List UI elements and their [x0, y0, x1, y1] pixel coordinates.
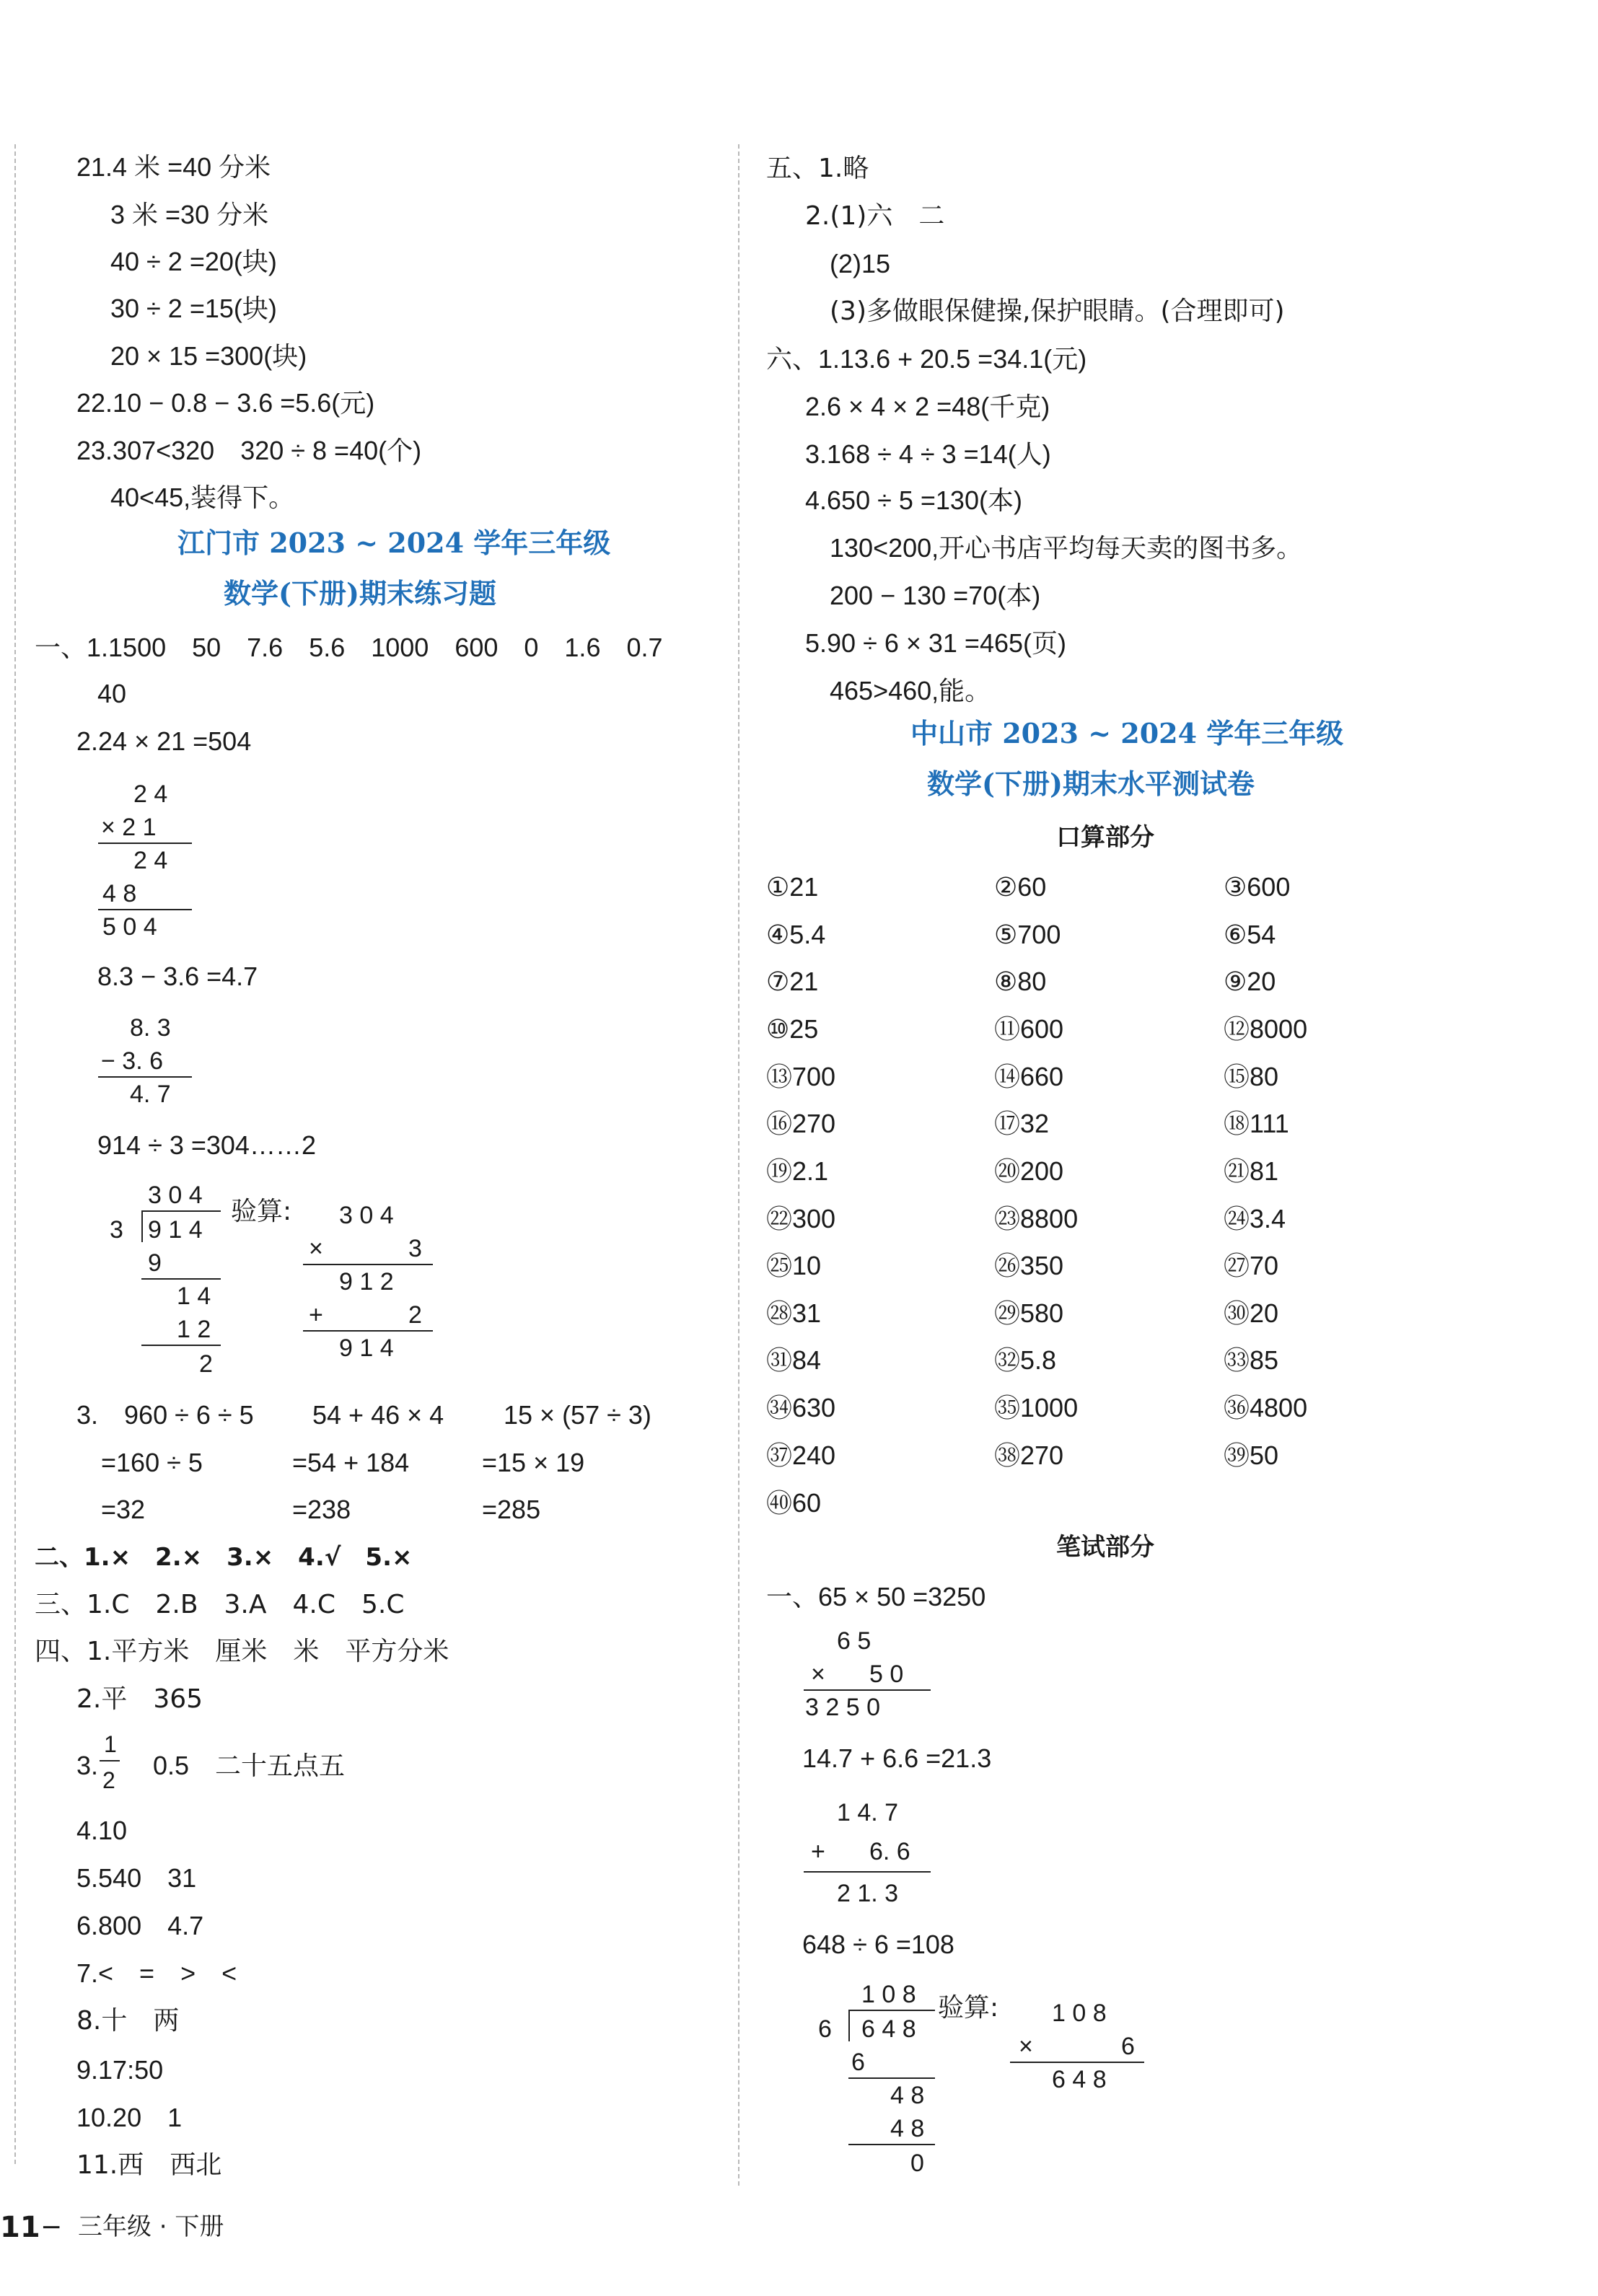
oral-answer: ㉘31: [766, 1298, 822, 1328]
quotient: 1 0 8: [861, 1981, 916, 2008]
oral-answer: ㉒300: [766, 1204, 836, 1233]
calc-rule: [141, 1278, 221, 1280]
answer-line: 四、1.平方米 厘米 米 平方分米: [35, 1637, 449, 1666]
calc-rule: [804, 1871, 931, 1873]
oral-answer: ②60: [994, 872, 1047, 902]
oral-answer: ⑥54: [1224, 920, 1276, 949]
calc-row: 1 4: [177, 1283, 211, 1310]
answer-line: 3.168 ÷ 4 ÷ 3 =14(人): [805, 439, 1051, 469]
calc-row: 6. 6: [869, 1838, 910, 1865]
section-title: 中山市 2023 ~ 2024 学年三年级: [910, 717, 1344, 749]
calc-row: 6 4 8: [1052, 2066, 1107, 2093]
oral-answer: ⑰32: [994, 1109, 1050, 1138]
calc-row: ×: [811, 1661, 825, 1688]
answer-line: 6.800 4.7: [76, 1911, 204, 1940]
oral-answer: ⑤700: [994, 920, 1061, 949]
answer-line: 5.90 ÷ 6 × 31 =465(页): [805, 628, 1066, 658]
oral-answer: ㉑81: [1224, 1156, 1279, 1186]
step-calc: =160 ÷ 5: [101, 1448, 203, 1477]
oral-answer: ㉟1000: [994, 1393, 1079, 1422]
subsection-title: 笔试部分: [1056, 1533, 1154, 1562]
step-calc: =285: [482, 1495, 541, 1524]
answer-line: (3)多做眼保健操,保护眼睛。(合理即可): [830, 296, 1285, 326]
oral-answer: ㊱4800: [1224, 1393, 1308, 1422]
calc-row: 4 8: [890, 2115, 925, 2142]
subsection-title: 口算部分: [1056, 823, 1154, 852]
oral-answer: ㊲240: [766, 1441, 836, 1470]
step-calc: =32: [101, 1495, 146, 1524]
answer-line: 2.6 × 4 × 2 =48(千克): [805, 392, 1050, 421]
calc-row: 9: [148, 1249, 162, 1277]
calc-rule: [98, 843, 192, 844]
calc-rule: [98, 1076, 192, 1078]
calc-row: 5 0 4: [102, 913, 157, 941]
q22-line: 22.10 − 0.8 − 3.6 =5.6(元): [76, 388, 375, 418]
calc-row: × 2 1: [101, 814, 157, 841]
divisor: 3: [110, 1216, 123, 1244]
oral-answer: ④5.4: [766, 920, 826, 949]
section-title: 数学(下册)期末水平测试卷: [927, 767, 1255, 800]
oral-answer: ㉖350: [994, 1251, 1064, 1280]
answer-line: 200 − 130 =70(本): [830, 581, 1041, 610]
answer-line: 4.650 ÷ 5 =130(本): [805, 485, 1022, 515]
calc-row: ×: [309, 1235, 323, 1262]
oral-answer: ⑱111: [1224, 1109, 1289, 1138]
answer-line: 9.17:50: [76, 2055, 164, 2085]
oral-answer: ⑧80: [994, 967, 1047, 996]
calc-row: 4 8: [102, 880, 137, 907]
calc-rule: [98, 909, 192, 910]
answer-line: 2.24 × 21 =504: [76, 726, 252, 756]
q21-line: 30 ÷ 2 =15(块): [110, 294, 277, 323]
oral-answer: ①21: [766, 872, 819, 902]
division-bracket: [848, 2010, 850, 2041]
answer-prefix: 3.: [76, 1751, 99, 1780]
answer-line: 40: [97, 679, 127, 708]
answer-line: 648 ÷ 6 =108: [802, 1930, 954, 1959]
q23-line: 23.307<320 320 ÷ 8 =40(个): [76, 436, 422, 465]
q23-line: 40<45,装得下。: [110, 483, 295, 512]
answer-line: 三、1.C 2.B 3.A 4.C 5.C: [35, 1590, 405, 1619]
calc-row: +: [811, 1838, 825, 1865]
answer-line: 一、1.1500 50 7.6 5.6 1000 600 0 1.6 0.7: [35, 633, 663, 662]
calc-row: 1 4. 7: [837, 1799, 899, 1826]
answer-text: 0.5 二十五点五: [153, 1751, 346, 1780]
oral-answer: ㊳270: [994, 1441, 1064, 1470]
oral-answer: ㉙580: [994, 1298, 1064, 1328]
check-label: 验算:: [231, 1197, 292, 1226]
oral-answer: ㉝85: [1224, 1345, 1279, 1375]
calc-rule: [848, 2144, 935, 2145]
oral-answer: ⑫8000: [1224, 1014, 1308, 1044]
answer-line: 8.3 − 3.6 =4.7: [97, 962, 258, 991]
footer-dash: −: [40, 2212, 63, 2242]
calc-rule: [848, 2077, 935, 2079]
oral-answer: ③600: [1224, 872, 1291, 902]
calc-row: 5 0: [869, 1661, 904, 1688]
calc-row: 9 1 2: [339, 1268, 394, 1296]
answer-line: 130<200,开心书店平均每天卖的图书多。: [830, 533, 1303, 563]
calc-row: 6: [1121, 2033, 1135, 2060]
calc-row: 4 8: [890, 2082, 925, 2109]
answer-line: 7.< = > <: [76, 1958, 237, 1988]
page-number: 11: [0, 2211, 40, 2244]
oral-answer: ㉚20: [1224, 1298, 1279, 1328]
calc-row: − 3. 6: [101, 1047, 164, 1075]
oral-answer: ⑬700: [766, 1062, 836, 1091]
oral-answer: ⑪600: [994, 1014, 1064, 1044]
footer-grade: 三年级 · 下册: [78, 2212, 224, 2241]
answer-line: 一、65 × 50 =3250: [766, 1582, 986, 1611]
oral-answer: ㉞630: [766, 1393, 836, 1422]
answer-line: 8.十 两: [76, 2006, 180, 2036]
oral-answer: ⑲2.1: [766, 1156, 829, 1186]
dividend: 6 4 8: [861, 2015, 916, 2043]
answer-line: 六、1.13.6 + 20.5 =34.1(元): [766, 344, 1087, 374]
calc-rule: [303, 1330, 433, 1332]
oral-answer: ⑦21: [766, 967, 819, 996]
calc-row: 2: [408, 1301, 422, 1329]
calc-rule: [141, 1345, 221, 1346]
calc-row: 2 4: [133, 780, 168, 808]
calc-row: 3 0 4: [339, 1202, 394, 1229]
calc-row: 3 2 5 0: [805, 1694, 880, 1721]
section-title: 数学(下册)期末练习题: [224, 577, 496, 610]
calc-row: 6: [851, 2049, 865, 2076]
fraction-denominator: 2: [102, 1767, 115, 1793]
step-calc: 54 + 46 × 4: [312, 1400, 444, 1430]
division-bracket: [141, 1210, 143, 1242]
answer-line: 914 ÷ 3 =304……2: [97, 1130, 316, 1160]
step-calc: 3. 960 ÷ 6 ÷ 5: [76, 1400, 254, 1430]
margin-divider: [14, 144, 16, 2164]
fraction-numerator: 1: [104, 1731, 117, 1757]
oral-answer: ⑭660: [994, 1062, 1064, 1091]
oral-answer: ⑳200: [994, 1156, 1064, 1186]
calc-row: 2: [199, 1350, 213, 1378]
oral-answer: ㉛84: [766, 1345, 822, 1375]
step-calc: =54 + 184: [292, 1448, 410, 1477]
calc-rule: [804, 1689, 931, 1691]
answer-line: 二、1.× 2.× 3.× 4.√ 5.×: [35, 1543, 413, 1572]
q21-line: 40 ÷ 2 =20(块): [110, 247, 277, 276]
step-calc: =15 × 19: [482, 1448, 585, 1477]
step-calc: =238: [292, 1495, 351, 1524]
calc-row: 1 0 8: [1052, 2000, 1107, 2027]
calc-row: 3: [408, 1235, 422, 1262]
q21-line: 21.4 米 =40 分米: [76, 152, 271, 182]
oral-answer: ㉔3.4: [1224, 1204, 1286, 1233]
answer-line: 五、1.略: [766, 154, 869, 183]
quotient: 3 0 4: [148, 1182, 203, 1209]
calc-rule: [303, 1264, 433, 1265]
answer-line: 11.西 西北: [76, 2150, 222, 2180]
division-bar: [143, 1210, 221, 1212]
calc-row: 0: [910, 2150, 924, 2177]
answer-line: 2.(1)六 二: [805, 201, 945, 231]
calc-row: 1 2: [177, 1316, 211, 1343]
answer-line: 10.20 1: [76, 2103, 183, 2132]
oral-answer: ⑯270: [766, 1109, 836, 1138]
oral-answer: ⑮80: [1224, 1062, 1279, 1091]
answer-line: 4.10: [76, 1816, 128, 1845]
answer-line: 14.7 + 6.6 =21.3: [802, 1743, 992, 1773]
q21-line: 20 × 15 =300(块): [110, 341, 307, 371]
calc-row: +: [309, 1301, 323, 1329]
calc-row: ×: [1019, 2033, 1033, 2060]
calc-rule: [1010, 2062, 1144, 2063]
divisor: 6: [818, 2015, 832, 2043]
oral-answer: ㊴50: [1224, 1441, 1279, 1470]
calc-row: 9 1 4: [339, 1334, 394, 1362]
q21-line: 3 米 =30 分米: [110, 200, 269, 229]
calc-row: 6 5: [837, 1627, 872, 1655]
column-divider: [738, 144, 739, 2186]
check-label: 验算:: [938, 1993, 999, 2023]
answer-line: 2.平 365: [76, 1684, 203, 1714]
answer-line: (2)15: [830, 249, 891, 278]
calc-row: 2 1. 3: [837, 1880, 899, 1907]
calc-row: 4. 7: [130, 1081, 171, 1108]
step-calc: 15 × (57 ÷ 3): [504, 1400, 651, 1430]
answer-line: 5.540 31: [76, 1863, 197, 1893]
answer-line: 465>460,能。: [830, 676, 991, 705]
calc-row: 2 4: [133, 847, 168, 874]
oral-answer: ⑨20: [1224, 967, 1276, 996]
oral-answer: ㉕10: [766, 1251, 822, 1280]
oral-answer: ㊵60: [766, 1488, 822, 1518]
oral-answer: ㉗70: [1224, 1251, 1279, 1280]
section-title: 江门市 2023 ~ 2024 学年三年级: [177, 527, 611, 559]
oral-answer: ⑩25: [766, 1014, 819, 1044]
calc-row: 8. 3: [130, 1014, 171, 1042]
fraction-bar: [100, 1760, 120, 1761]
oral-answer: ㉓8800: [994, 1204, 1079, 1233]
oral-answer: ㉜5.8: [994, 1345, 1057, 1375]
dividend: 9 1 4: [148, 1216, 203, 1244]
division-bar: [850, 2010, 935, 2011]
